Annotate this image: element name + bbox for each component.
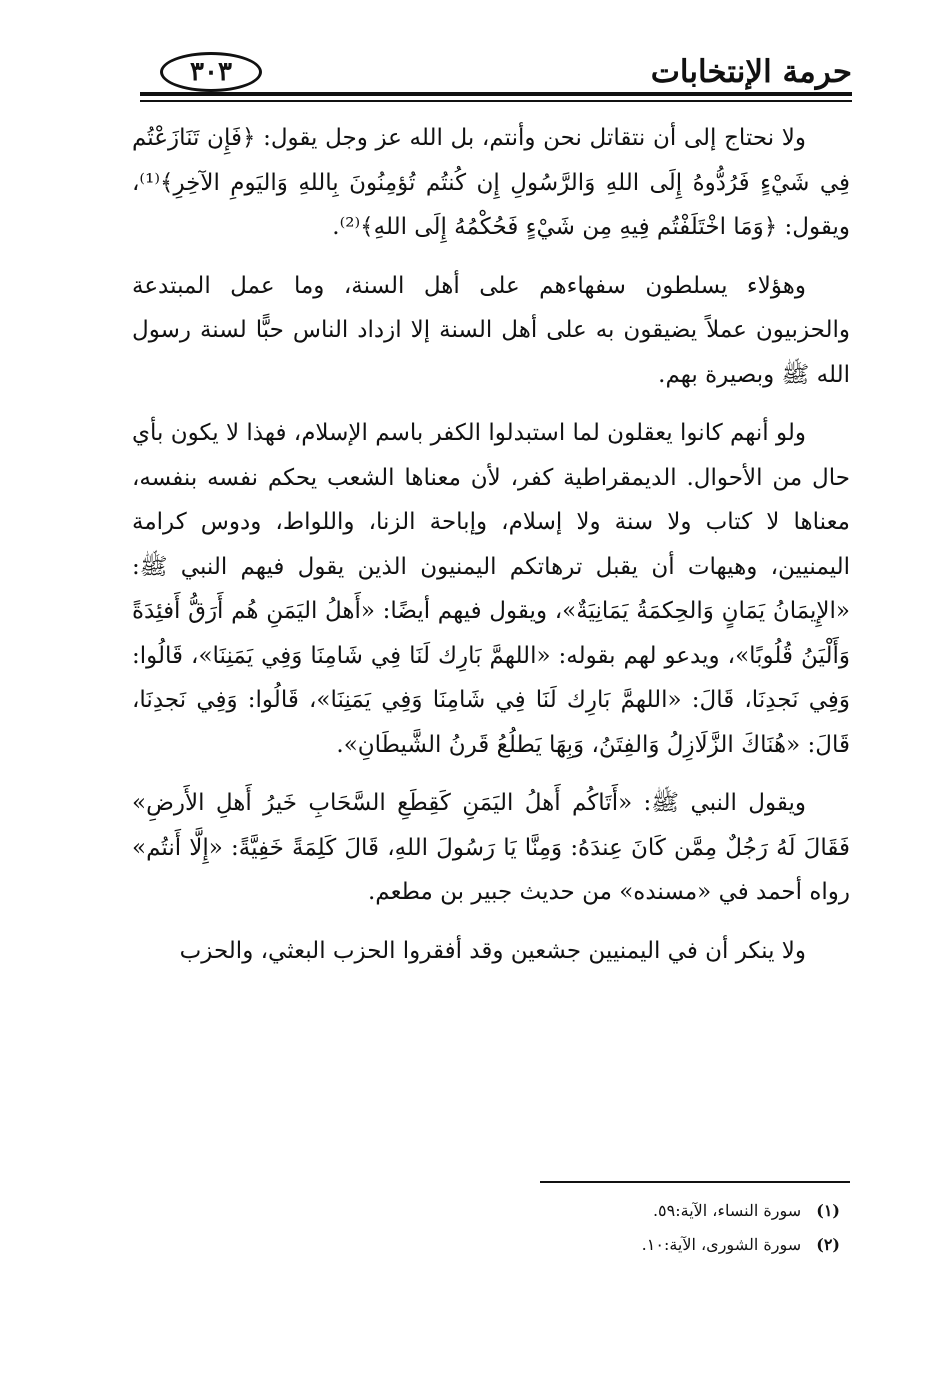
paragraph-2: وهؤلاء يسلطون سفهاءهم على أهل السنة، وما عمل المبتدعة والحزبيون عملاً يضيقون به على أهل السنة إلا ازداد الناس حبًّا لسنة رسول الله ﷺ وبصيرة بهم. xyxy=(132,272,850,388)
header-rule-thin xyxy=(140,100,852,102)
footnote-2 xyxy=(500,1228,840,1262)
footnote-number: (٢) xyxy=(816,1235,840,1254)
running-title: حرمة الإنتخابات xyxy=(650,54,852,90)
paragraph-3: ولو أنهم كانوا يعقلون لما استبدلوا الكفر باسم الإسلام، فهذا لا يكون بأي حال من الأحوال. الديمقراطية كفر، لأن معناها الشعب يحكم نفسه بنفسه، معناها لا كتاب ولا سنة ولا إسلام، وإباحة الزنا، واللواط، ودوس كرامة اليمنيين، وهيهات أن يقبل ترهاتكم اليمنيون الذين يقول فيهم النبي ﷺ: «الإِيمَانُ يَمَانٍ وَالحِكمَةُ يَمَانِيَةٌ»، ويقول فيهم أيضًا: «أَهلُ اليَمَنِ هُم أَرَقُّ أَفئِدَةً وَأَلْيَنُ قُلُوبًا»، ويدعو لهم بقوله: «اللهمَّ بَارِك لَنَا فِي شَامِنَا وَفِي يَمَنِنَا»، قَالُوا: وَفِي نَجدِنَا، قَالَ: «اللهمَّ بَارِك لَنَا فِي شَامِنَا وَفِي يَمَنِنَا»، قَالُوا: وَفِي نَجدِنَا، قَالَ: «هُنَاكَ الزَّلَازِلُ وَالفِتَنُ، وَبِهَا يَطلُعُ قَرنُ الشَّيطَانِ». xyxy=(132,420,850,758)
paragraph-1: ولا نحتاج إلى أن نتقاتل نحن وأنتم، بل الله عز وجل يقول: ﴿فَإِن تَنَازَعْتُم فِي شَيْءٍ فَرُدُّوهُ إِلَى اللهِ وَالرَّسُولِ إِن كُنتُم تُؤمِنُونَ بِاللهِ وَاليَومِ الآخِرِ﴾⁽¹⁾، ويقول: ﴿وَمَا اخْتَلَفْتُم فِيهِ مِن شَيْءٍ فَحُكْمُهُ إِلَى اللهِ﴾⁽²⁾. xyxy=(132,125,850,240)
footnotes xyxy=(500,1194,840,1262)
footnote-number: (١) xyxy=(816,1201,840,1220)
footnote-text: سورة النساء، الآية:٥٩. xyxy=(652,1201,802,1220)
footnote-1 xyxy=(500,1194,840,1228)
header-rule-thick xyxy=(140,92,852,96)
footnote-separator xyxy=(540,1181,850,1183)
main-text xyxy=(132,116,850,987)
footnote-text: سورة الشورى، الآية:١٠. xyxy=(641,1235,802,1254)
paragraph-5: ولا ينكر أن في اليمنيين جشعين وقد أفقروا الحزب البعثي، والحزب xyxy=(179,937,806,964)
paragraph-4: ويقول النبي ﷺ: «أَتَاكُم أَهلُ اليَمَنِ كَقِطَعِ السَّحَابِ خَيرُ أَهلِ الأَرضِ» فَقَالَ لَهُ رَجُلٌ مِمَّن كَانَ عِندَهُ: وَمِنَّا يَا رَسُولَ اللهِ، قَالَ كَلِمَةً خَفِيَّةً: «إِلَّا أَنتُم» رواه أحمد في «مسنده» من حديث جبير بن مطعم. xyxy=(132,790,850,905)
page-header xyxy=(120,48,852,104)
page-number: ٣٠٣ xyxy=(160,52,262,92)
